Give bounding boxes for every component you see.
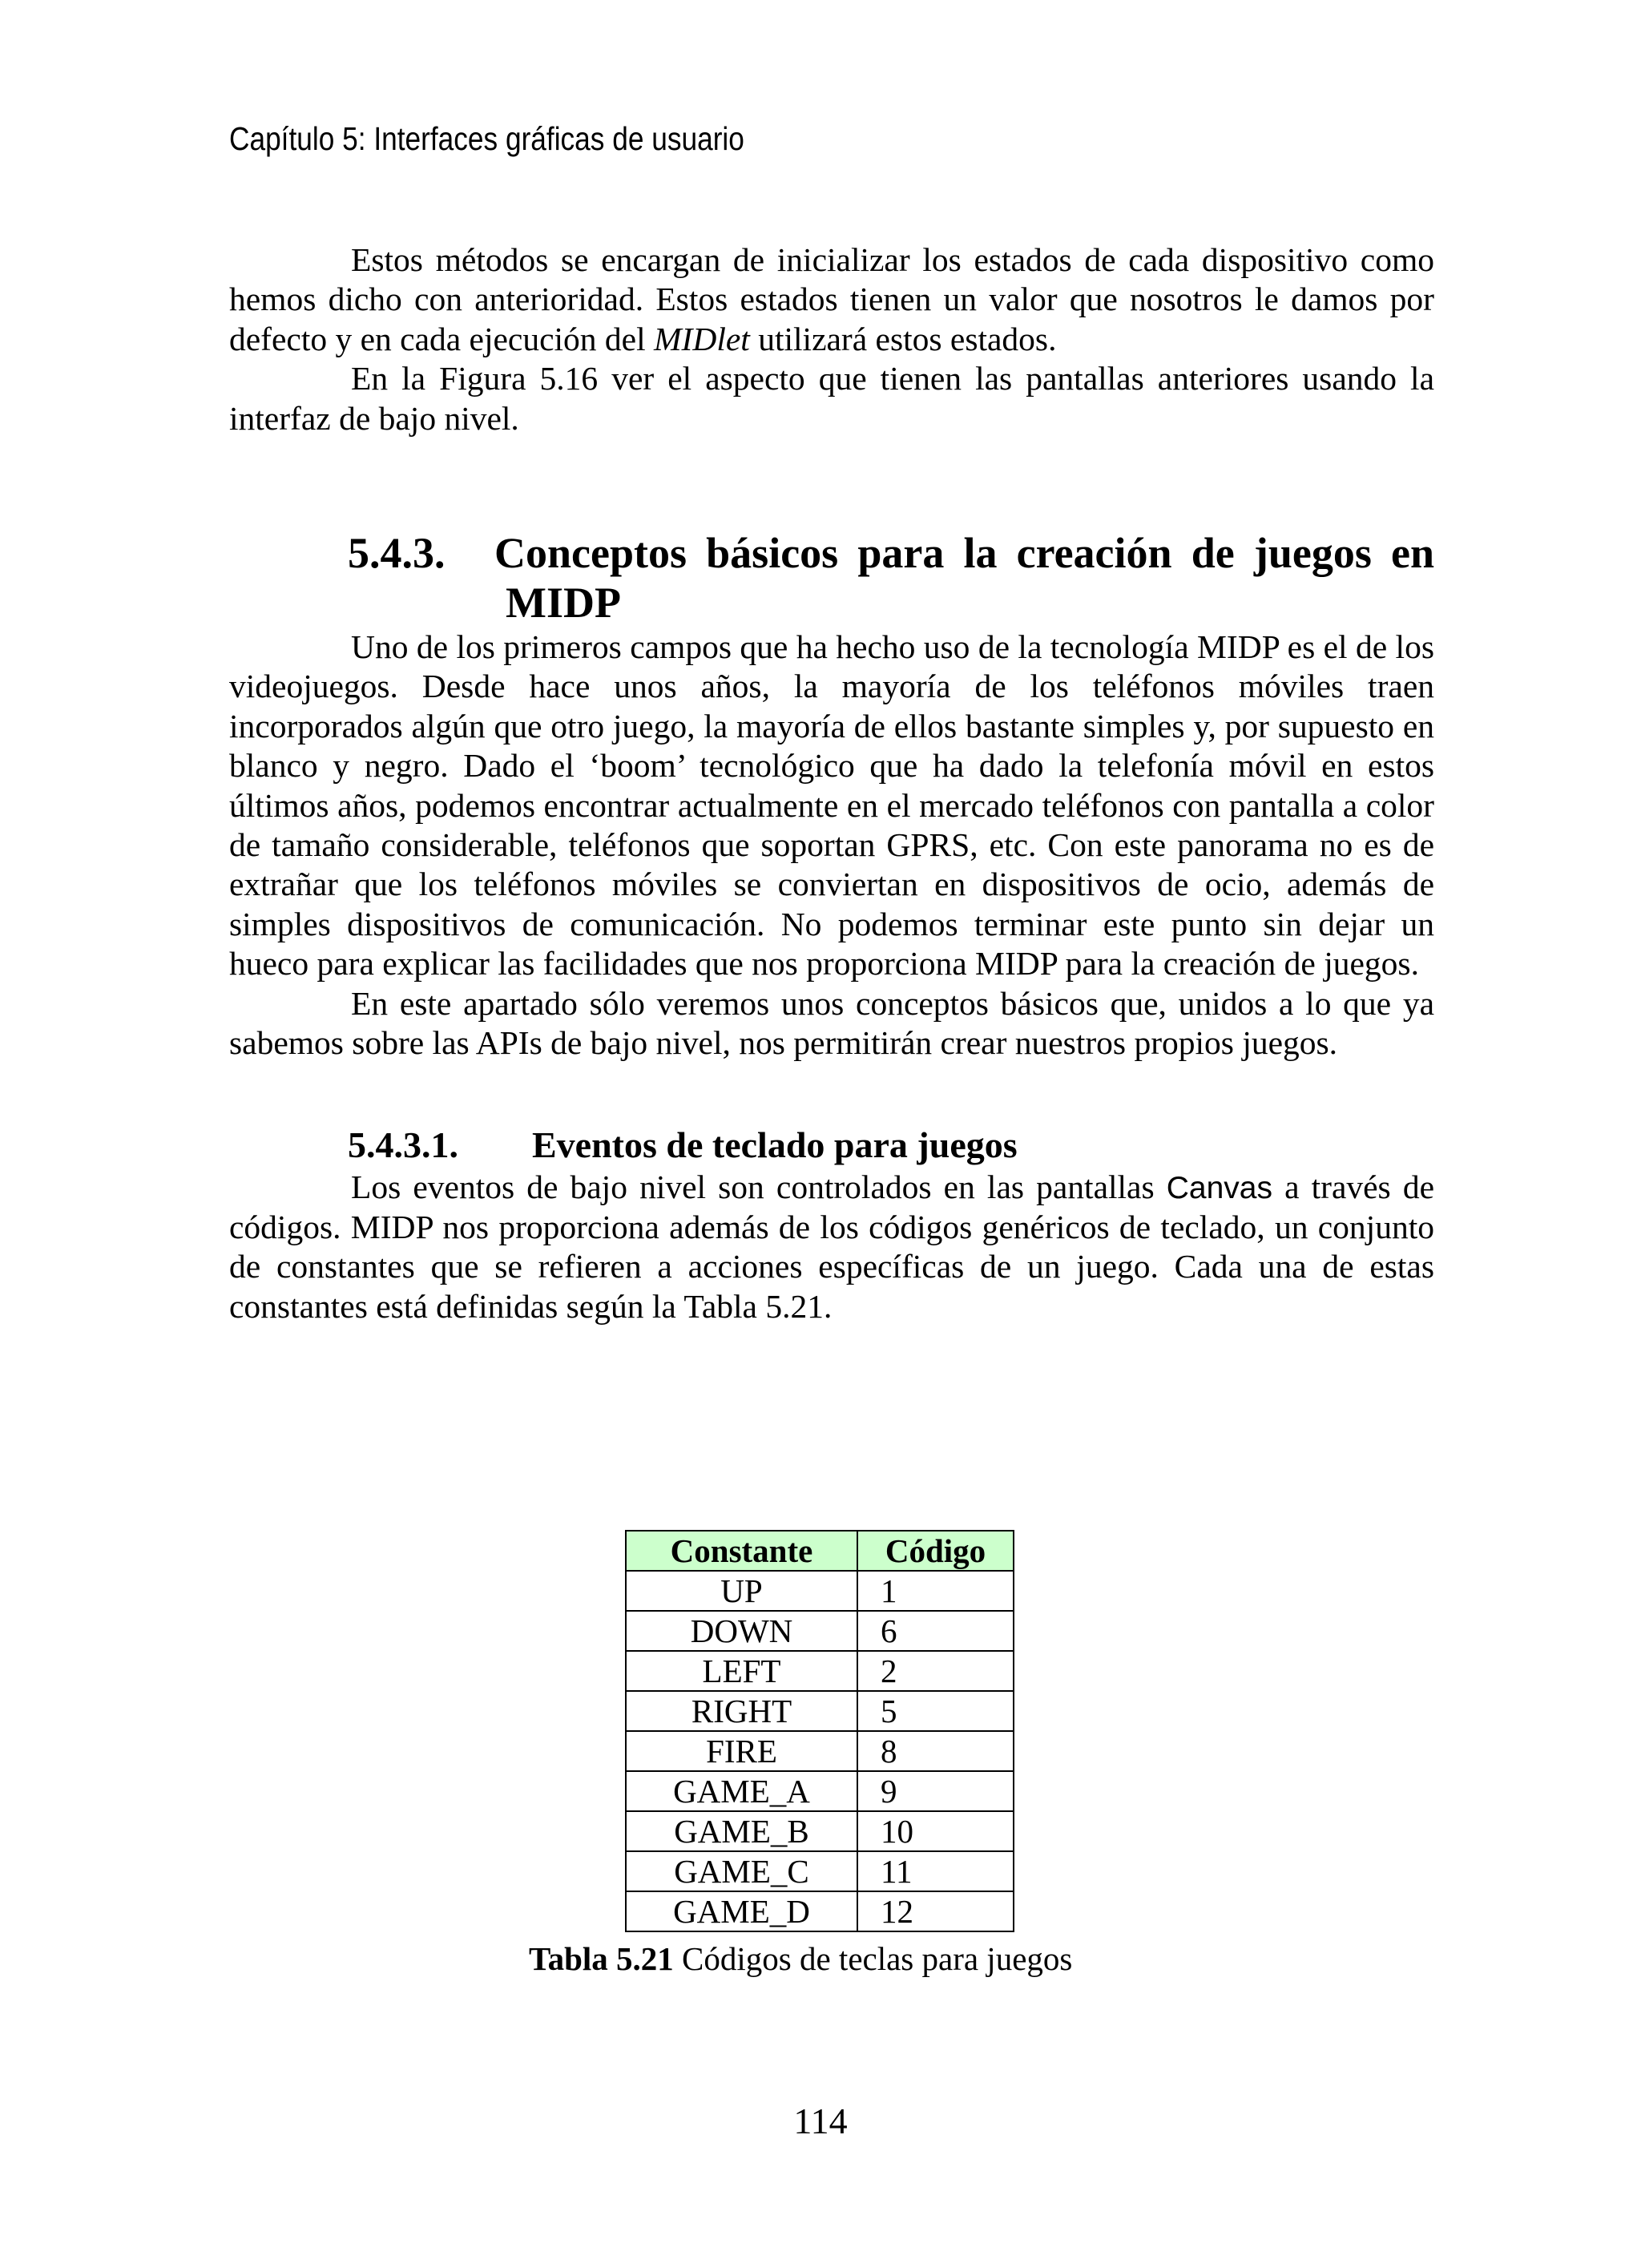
constant-cell: GAME_C <box>626 1851 857 1891</box>
section-title-word: para <box>857 529 945 578</box>
midlet-term: MIDlet <box>653 320 750 357</box>
table-caption-text: Códigos de teclas para juegos <box>673 1940 1073 1977</box>
subsection-heading <box>229 1123 1434 1168</box>
paragraph-games-scope: En este apartado sólo veremos unos conceptos básicos que, unidos a lo que ya sabemos sobre las APIs de bajo nivel, nos permitirán crear nuestros propios juegos. <box>229 984 1434 1062</box>
code-cell: 11 <box>857 1851 1014 1891</box>
constant-cell: DOWN <box>626 1611 857 1651</box>
paragraph-intro-text-a: Estos métodos se encargan de inicializar los estados de cada dispositivo como hemos dicho con anterioridad. Estos estados tienen un valor que nosotros le damos por defecto y en cada ejecución del <box>229 241 1434 357</box>
column-header-constant: Constante <box>626 1531 857 1571</box>
paragraph-intro <box>229 240 1434 359</box>
code-cell: 1 <box>857 1571 1014 1611</box>
key-codes-table <box>625 1530 1014 1932</box>
section-title-word: juegos <box>1253 529 1372 578</box>
table-row <box>626 1851 1014 1891</box>
section-title-word: en <box>1390 529 1434 578</box>
code-cell: 6 <box>857 1611 1014 1651</box>
constant-cell: RIGHT <box>626 1691 857 1731</box>
subsection-number: 5.4.3.1. <box>348 1124 458 1165</box>
code-cell: 9 <box>857 1771 1014 1811</box>
column-header-code: Código <box>857 1531 1014 1571</box>
section-heading <box>229 528 1434 628</box>
table-row <box>626 1611 1014 1651</box>
constant-cell: FIRE <box>626 1731 857 1771</box>
section-title <box>494 528 1434 628</box>
table-caption-label: Tabla 5.21 <box>529 1940 674 1977</box>
page-body <box>229 240 1434 1326</box>
paragraph-figure-reference: En la Figura 5.16 ver el aspecto que tienen las pantallas anteriores usando la interfaz de bajo nivel. <box>229 360 1434 437</box>
paragraph-intro-text-b: utilizará estos estados. <box>749 320 1057 357</box>
constant-cell: LEFT <box>626 1651 857 1691</box>
table-row <box>626 1731 1014 1771</box>
section-title-word: Conceptos <box>494 529 687 578</box>
section-title-word: básicos <box>706 529 839 578</box>
table-header-row <box>626 1531 1014 1571</box>
code-cell: 8 <box>857 1731 1014 1771</box>
section-title-line1 <box>494 528 1434 578</box>
code-cell: 5 <box>857 1691 1014 1731</box>
subsection-title: Eventos de teclado para juegos <box>532 1124 1018 1165</box>
table-row <box>626 1571 1014 1611</box>
section-title-word: de <box>1191 529 1235 578</box>
constant-cell: UP <box>626 1571 857 1611</box>
code-cell: 2 <box>857 1651 1014 1691</box>
running-header: Capítulo 5: Interfaces gráficas de usuario <box>229 120 744 157</box>
code-cell: 12 <box>857 1891 1014 1931</box>
page-number: 114 <box>793 2101 848 2141</box>
paragraph-key-events-text-a: Los eventos de bajo nivel son controlados en las pantallas <box>351 1168 1167 1205</box>
table-caption <box>529 1939 1072 1978</box>
table-row <box>626 1891 1014 1931</box>
table-row <box>626 1771 1014 1811</box>
section-number: 5.4.3. <box>348 529 446 578</box>
paragraph-key-events-text-b: a través de códigos. MIDP nos proporciona además de los códigos genéricos de teclado, un conjunto de constantes que se refieren a acciones específicas de un juego. Cada una de estas constantes está definidas según la Tabla 5.21. <box>229 1168 1434 1325</box>
paragraph-games-intro: Uno de los primeros campos que ha hecho uso de la tecnología MIDP es el de los videojuegos. Desde hace unos años, la mayoría de los teléfonos móviles traen incorporados algún que otro juego, la mayoría de ellos bastante simples y, por supuesto en blanco y negro. Dado el ‘boom’ tecnológico que ha dado la telefonía móvil en estos últimos años, podemos encontrar actualmente en el mercado teléfonos con pantalla a color de tamaño considerable, teléfonos que soportan GPRS, etc. Con este panorama no es de extrañar que los teléfonos móviles se conviertan en dispositivos de ocio, además de simples dispositivos de comunicación. No podemos terminar este punto sin dejar un hueco para explicar las facilidades que nos proporciona MIDP para la creación de juegos. <box>229 628 1434 983</box>
table-row <box>626 1651 1014 1691</box>
constant-cell: GAME_D <box>626 1891 857 1931</box>
section-title-word: creación <box>1016 529 1172 578</box>
table-row <box>626 1811 1014 1851</box>
constant-cell: GAME_A <box>626 1771 857 1811</box>
canvas-class-name: Canvas <box>1166 1170 1272 1205</box>
code-cell: 10 <box>857 1811 1014 1851</box>
table-row <box>626 1691 1014 1731</box>
section-title-line2: MIDP <box>506 579 621 628</box>
section-title-word: la <box>963 529 998 578</box>
constant-cell: GAME_B <box>626 1811 857 1851</box>
paragraph-key-events <box>229 1168 1434 1327</box>
